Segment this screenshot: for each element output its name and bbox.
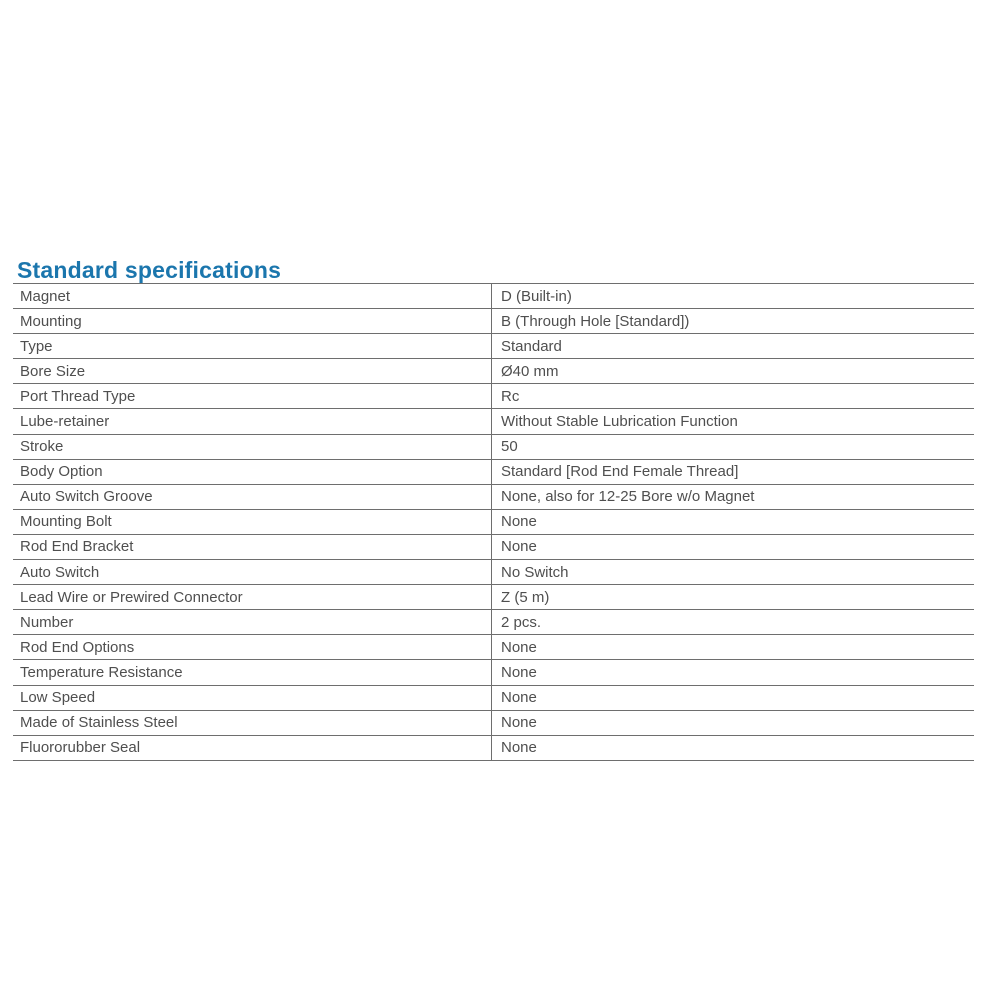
spec-value: None	[501, 638, 537, 656]
table-row	[13, 660, 974, 685]
spec-value: Ø40 mm	[501, 362, 559, 380]
spec-value: None, also for 12-25 Bore w/o Magnet	[501, 488, 755, 506]
specifications-table	[13, 283, 974, 761]
spec-label: Auto Switch Groove	[13, 485, 492, 509]
spec-label: Stroke	[13, 435, 492, 459]
spec-value: Z (5 m)	[501, 588, 550, 606]
spec-value: 50	[501, 438, 518, 456]
spec-label: Auto Switch	[13, 560, 492, 584]
spec-value: None	[501, 513, 537, 531]
spec-label: Low Speed	[13, 686, 492, 710]
spec-label: Rod End Options	[13, 635, 492, 659]
spec-table-body	[13, 284, 974, 761]
table-row	[13, 460, 974, 485]
spec-label: Mounting Bolt	[13, 510, 492, 534]
spec-label: Bore Size	[13, 359, 492, 383]
spec-value: No Switch	[501, 563, 569, 581]
table-row	[13, 686, 974, 711]
spec-value: 2 pcs.	[501, 613, 542, 631]
table-row	[13, 736, 974, 761]
spec-label: Magnet	[13, 284, 492, 308]
spec-value: None	[501, 739, 537, 757]
spec-label: Body Option	[13, 460, 492, 484]
table-row	[13, 635, 974, 660]
table-row	[13, 384, 974, 409]
spec-label: Rod End Bracket	[13, 535, 492, 559]
spec-label: Number	[13, 610, 492, 634]
table-row	[13, 610, 974, 635]
spec-label: Made of Stainless Steel	[13, 711, 492, 735]
spec-value: Standard	[501, 337, 562, 355]
page-title: Standard specifications	[17, 257, 282, 284]
spec-value: None	[501, 714, 537, 732]
spec-value: None	[501, 689, 537, 707]
spec-label: Type	[13, 334, 492, 358]
table-row	[13, 409, 974, 434]
table-row	[13, 435, 974, 460]
spec-value: D (Built-in)	[501, 287, 572, 305]
spec-label: Port Thread Type	[13, 384, 492, 408]
spec-label: Lead Wire or Prewired Connector	[13, 585, 492, 609]
table-row	[13, 535, 974, 560]
table-row	[13, 711, 974, 736]
spec-value: Rc	[501, 387, 520, 405]
spec-value: None	[501, 538, 537, 556]
spec-label: Mounting	[13, 309, 492, 333]
table-row	[13, 585, 974, 610]
spec-value: None	[501, 663, 537, 681]
table-row	[13, 485, 974, 510]
spec-value: B (Through Hole [Standard])	[501, 312, 690, 330]
table-row	[13, 560, 974, 585]
table-row	[13, 510, 974, 535]
spec-label: Temperature Resistance	[13, 660, 492, 684]
spec-label: Lube-retainer	[13, 409, 492, 433]
table-row	[13, 359, 974, 384]
spec-label: Fluororubber Seal	[13, 736, 492, 760]
table-row	[13, 334, 974, 359]
table-row	[13, 284, 974, 309]
spec-value: Standard [Rod End Female Thread]	[501, 463, 739, 481]
spec-value: Without Stable Lubrication Function	[501, 413, 738, 431]
table-row	[13, 309, 974, 334]
